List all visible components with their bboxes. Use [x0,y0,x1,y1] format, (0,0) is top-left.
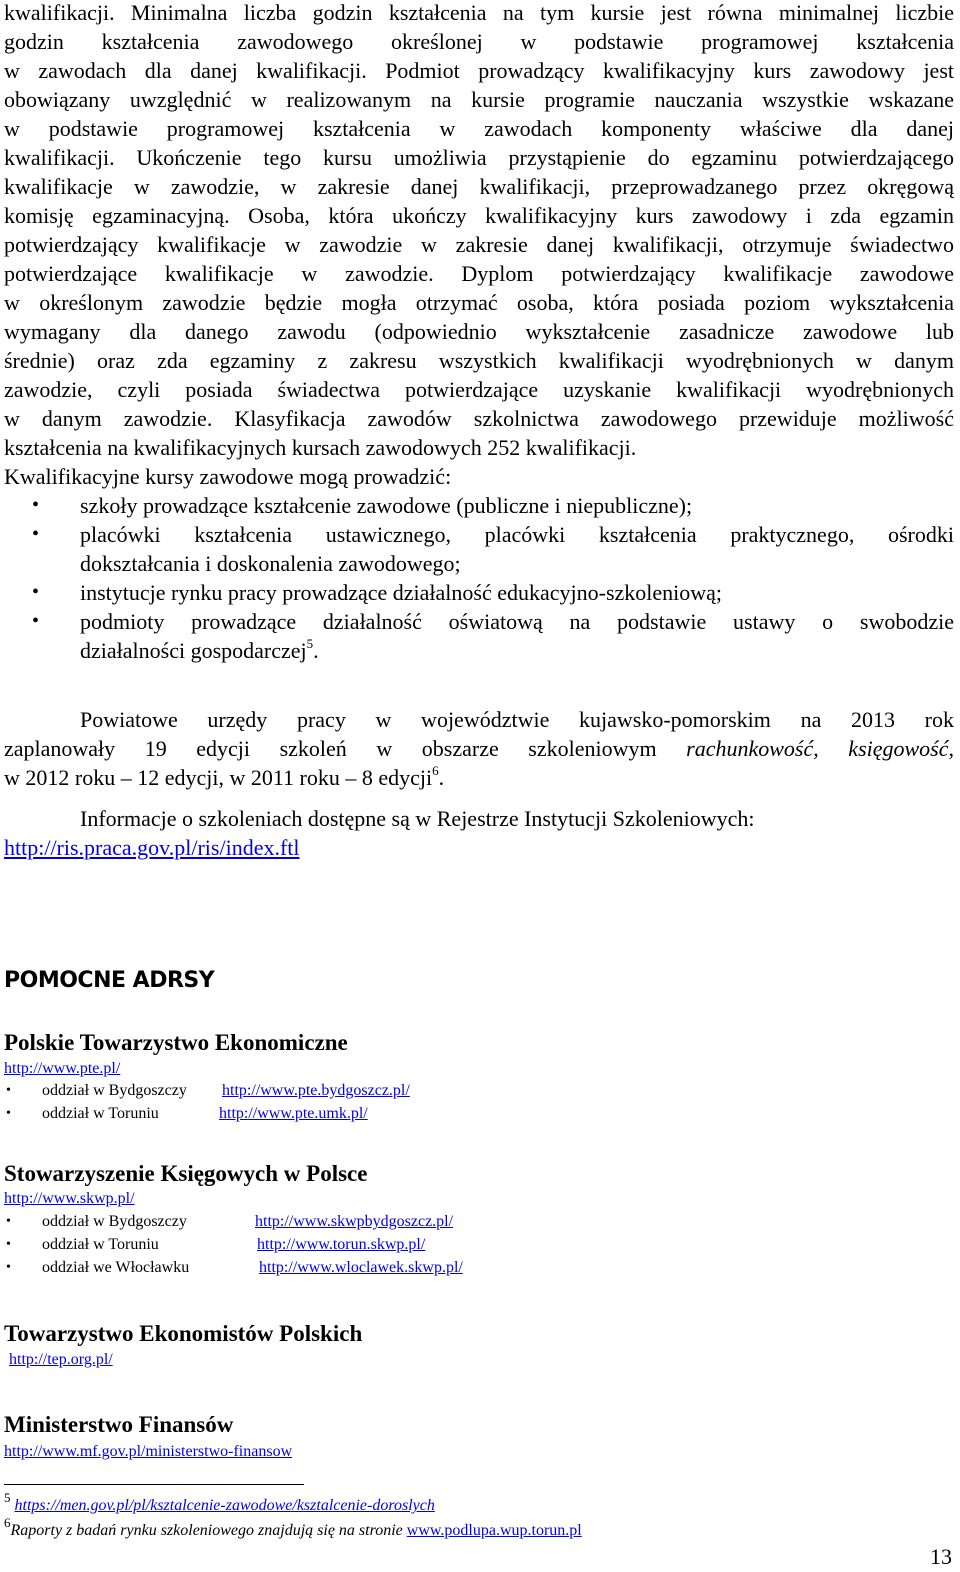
punctuation: , [948,736,955,761]
bullet-icon: • [32,523,40,545]
section-heading: POMOCNE ADRSY [4,968,215,993]
footnote-number: 6 [4,1514,11,1530]
text-line: kwalifikacji. Ukończenie tego kursu umożliwia przystąpienie do egzaminu potwierdzającego [4,145,954,170]
text-line: Powiatowe urzędy pracy w województwie kujawsko-pomorskim na 2013 rok [80,707,954,732]
footnote-number: 5 [4,1489,11,1505]
branch-link[interactable]: http://www.torun.skwp.pl/ [257,1236,426,1253]
org-link-pte[interactable]: http://www.pte.pl/ [4,1060,121,1077]
footnote-5 [4,1489,435,1516]
org-link-mf[interactable]: http://www.mf.gov.pl/ministerstwo-finansow [4,1443,293,1460]
footnote-ref[interactable]: 6 [432,762,439,778]
text-line: średnie) oraz zda egzaminy z zakresu wszystkich kwalifikacji wyodrębnionych w danym [4,348,954,373]
footnote-ref[interactable]: 5 [306,635,314,651]
text-line: kwalifikacje w zawodzie, w zakresie danej kwalifikacji, przeprowadzanego przez okręgową [4,174,954,199]
text-line: w podstawie programowej kształcenia w zawodach komponenty właściwe dla danej [4,116,954,141]
list-item-continuation [80,636,319,665]
text-line: wymagany dla danego zawodu (odpowiednio wykształcenie zasadnicze zawodowe lub [4,319,954,344]
footnote-6 [4,1514,582,1541]
bullet-icon: • [32,494,40,516]
text-line: potwierdzający kwalifikacje w zawodzie w zakresie danej kwalifikacji, otrzymuje świadectwo [4,232,954,257]
branch-label: oddział w Bydgoszczy [42,1082,187,1099]
info-text: Informacje o szkoleniach dostępne są w Rejestrze Instytucji Szkoleniowych: [80,806,755,831]
text-line: godzin kształcenia zawodowego określonej w podstawie programowej kształcenia [4,29,954,54]
branch-link[interactable]: http://www.wloclawek.skwp.pl/ [259,1259,463,1276]
text-line: komisję egzaminacyjną. Osoba, która ukończy kwalifikacyjny kurs zawodowy i zda egzamin [4,203,954,228]
footnote-link[interactable]: www.podlupa.wup.torun.pl [406,1522,582,1539]
text-line: zawodzie, czyli posiada świadectwa potwierdzające uzyskanie kwalifikacji wyodrębnionych [4,377,954,402]
footnote-divider [4,1484,304,1485]
org-name-mf: Ministerstwo Finansów [4,1412,234,1437]
text-line: potwierdzające kwalifikacje w zawodzie. Dyplom potwierdzający kwalifikacje zawodowe [4,261,954,286]
org-name-tep: Towarzystwo Ekonomistów Polskich [4,1321,363,1346]
text-line: w określonym zawodzie będzie mogła otrzymać osoba, która posiada poziom wykształcenia [4,290,954,315]
text-line: w zawodach dla danej kwalifikacji. Podmiot prowadzący kwalifikacyjny kurs zawodowy jest [4,58,954,83]
page-number: 13 [930,1544,952,1569]
list-item-continuation: dokształcania i doskonalenia zawodowego; [80,551,461,576]
list-item-text: działalności gospodarczej [80,638,307,663]
org-link-tep[interactable]: http://tep.org.pl/ [9,1351,113,1368]
bullet-icon: • [6,1237,11,1252]
bullet-icon: • [32,581,40,603]
punctuation: . [313,638,319,663]
text-line [4,734,954,763]
courses-intro: Kwalifikacyjne kursy zawodowe mogą prowadzić: [4,464,452,489]
list-item: szkoły prowadzące kształcenie zawodowe (publiczne i niepubliczne); [80,493,693,518]
branch-label: oddział w Bydgoszczy [42,1213,187,1230]
bullet-icon: • [6,1260,11,1275]
footnote-text: Raporty z badań rynku szkoleniowego znajdują się na stronie [10,1522,403,1539]
bullet-icon: • [6,1083,11,1098]
org-name-skwp: Stowarzyszenie Księgowych w Polsce [4,1161,368,1186]
branch-label: oddział we Włocławku [42,1259,190,1276]
punctuation: . [438,765,445,790]
list-item: instytucje rynku pracy prowadzące działalność edukacyjno-szkoleniową; [80,580,723,605]
text-line: kwalifikacji. Minimalna liczba godzin kształcenia na tym kursie jest równa minimalnej liczbie [4,0,954,25]
text-fragment: zaplanowały 19 edycji szkoleń w obszarze szkoleniowym [4,736,657,761]
branch-label: oddział w Toruniu [42,1236,159,1253]
ris-link[interactable]: http://ris.praca.gov.pl/ris/index.ftl [4,835,300,860]
branch-link[interactable]: http://www.pte.bydgoszcz.pl/ [222,1082,410,1099]
footnote-link[interactable]: https://men.gov.pl/pl/ksztalcenie-zawodowe/ksztalcenie-doroslych [14,1497,435,1514]
bullet-icon: • [6,1106,11,1121]
branch-label: oddział w Toruniu [42,1105,159,1122]
bullet-icon: • [6,1214,11,1229]
text-line [4,763,444,792]
list-item: podmioty prowadzące działalność oświatową na podstawie ustawy o swobodzie [80,609,954,634]
text-line: w danym zawodzie. Klasyfikacja zawodów szkolnictwa zawodowego przewiduje możliwość [4,406,954,431]
text-line: kształcenia na kwalifikacyjnych kursach zawodowych 252 kwalifikacji. [4,435,637,460]
branch-link[interactable]: http://www.pte.umk.pl/ [219,1105,368,1122]
branch-link[interactable]: http://www.skwpbydgoszcz.pl/ [255,1213,454,1230]
text-fragment: w 2012 roku – 12 edycji, w 2011 roku – 8 edycji [4,765,433,790]
org-name-pte: Polskie Towarzystwo Ekonomiczne [4,1030,348,1055]
org-link-skwp[interactable]: http://www.skwp.pl/ [4,1190,135,1207]
bullet-icon: • [32,610,40,632]
list-item: placówki kształcenia ustawicznego, placówki kształcenia praktycznego, ośrodki [80,522,954,547]
italic-topic: rachunkowość, księgowość [686,736,949,761]
text-line: obowiązany uwzględnić w realizowanym na kursie programie nauczania wszystkie wskazane [4,87,954,112]
